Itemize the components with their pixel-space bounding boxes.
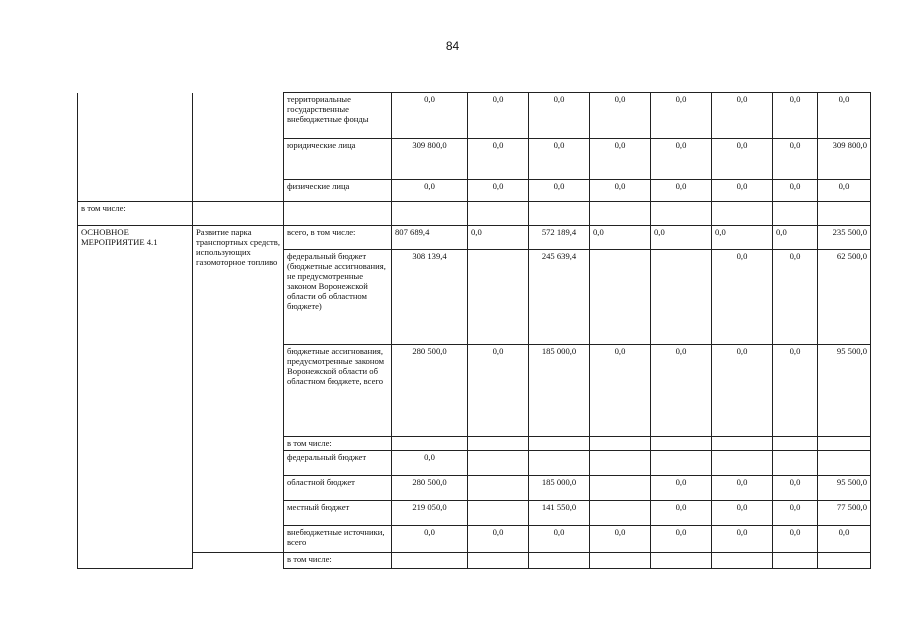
empty-cell xyxy=(651,202,712,226)
value-cell: 309 800,0 xyxy=(392,139,468,180)
value-cell: 95 500,0 xyxy=(818,476,871,501)
empty-cell xyxy=(590,202,651,226)
empty-cell xyxy=(193,202,284,226)
value-cell: 0,0 xyxy=(651,180,712,202)
empty-cell xyxy=(712,437,773,451)
value-cell: 141 550,0 xyxy=(529,501,590,526)
name-cell-empty xyxy=(193,93,284,202)
empty-cell xyxy=(651,437,712,451)
page-number: 84 xyxy=(445,39,460,53)
value-cell: 185 000,0 xyxy=(529,345,590,437)
empty-cell xyxy=(529,437,590,451)
value-cell: 0,0 xyxy=(712,180,773,202)
value-cell: 0,0 xyxy=(468,180,529,202)
value-cell: 0,0 xyxy=(712,226,773,250)
source-label: местный бюджет xyxy=(284,501,392,526)
value-cell: 0,0 xyxy=(651,501,712,526)
value-cell: 0,0 xyxy=(818,180,871,202)
value-cell: 0,0 xyxy=(392,93,468,139)
value-cell: 0,0 xyxy=(529,93,590,139)
empty-cell xyxy=(529,451,590,476)
value-cell: 0,0 xyxy=(712,476,773,501)
value-cell: 0,0 xyxy=(529,180,590,202)
budget-table xyxy=(77,92,871,569)
source-label: федеральный бюджет (бюджетные ассигнования, не предусмотренные законом Воронежской области об областном бюджете) xyxy=(284,250,392,345)
value-cell: 572 189,4 xyxy=(529,226,590,250)
value-cell: 280 500,0 xyxy=(392,476,468,501)
value-cell: 245 639,4 xyxy=(529,250,590,345)
empty-cell xyxy=(773,202,818,226)
value-cell: 0,0 xyxy=(651,139,712,180)
measure-status: ОСНОВНОЕ МЕРОПРИЯТИЕ 4.1 xyxy=(78,226,193,569)
value-cell: 0,0 xyxy=(392,451,468,476)
value-cell: 0,0 xyxy=(773,226,818,250)
value-cell: 280 500,0 xyxy=(392,345,468,437)
value-cell: 807 689,4 xyxy=(392,226,468,250)
empty-cell xyxy=(468,451,529,476)
table-row xyxy=(78,553,871,569)
value-cell: 0,0 xyxy=(651,526,712,553)
value-cell: 185 000,0 xyxy=(529,476,590,501)
value-cell: 0,0 xyxy=(392,180,468,202)
value-cell: 0,0 xyxy=(773,345,818,437)
value-cell: 0,0 xyxy=(468,139,529,180)
value-cell: 0,0 xyxy=(590,180,651,202)
empty-cell xyxy=(712,202,773,226)
value-cell: 0,0 xyxy=(773,501,818,526)
value-cell: 0,0 xyxy=(590,526,651,553)
value-cell: 0,0 xyxy=(651,345,712,437)
source-label: в том числе: xyxy=(284,437,392,451)
value-cell: 0,0 xyxy=(773,250,818,345)
value-cell: 0,0 xyxy=(712,93,773,139)
value-cell: 0,0 xyxy=(712,501,773,526)
value-cell: 309 800,0 xyxy=(818,139,871,180)
value-cell: 219 050,0 xyxy=(392,501,468,526)
measure-name: Развитие парка транспортных средств, использующих газомоторное топливо xyxy=(193,226,284,553)
source-label: федеральный бюджет xyxy=(284,451,392,476)
empty-cell xyxy=(818,451,871,476)
value-cell: 0,0 xyxy=(773,526,818,553)
value-cell: 308 139,4 xyxy=(392,250,468,345)
empty-cell xyxy=(468,202,529,226)
empty-cell xyxy=(529,553,590,569)
gap-cell xyxy=(193,553,284,569)
empty-cell xyxy=(590,451,651,476)
empty-cell xyxy=(712,553,773,569)
source-label: бюджетные ассигнования, предусмотренные законом Воронежской области об областном бюджете, всего xyxy=(284,345,392,437)
empty-cell xyxy=(651,451,712,476)
section-label: в том числе: xyxy=(78,202,193,226)
empty-cell xyxy=(818,202,871,226)
empty-cell xyxy=(529,202,590,226)
value-cell: 0,0 xyxy=(773,180,818,202)
value-cell: 62 500,0 xyxy=(818,250,871,345)
value-cell: 0,0 xyxy=(392,526,468,553)
empty-cell xyxy=(392,553,468,569)
value-cell: 0,0 xyxy=(590,139,651,180)
table-row xyxy=(78,202,871,226)
source-label: в том числе: xyxy=(284,553,392,569)
table-row xyxy=(78,226,871,250)
empty-cell xyxy=(392,202,468,226)
empty-cell xyxy=(284,202,392,226)
empty-cell xyxy=(468,501,529,526)
value-cell: 0,0 xyxy=(651,226,712,250)
value-cell xyxy=(590,250,651,345)
value-cell: 0,0 xyxy=(468,226,529,250)
empty-cell xyxy=(773,437,818,451)
source-label: областной бюджет xyxy=(284,476,392,501)
value-cell: 0,0 xyxy=(712,526,773,553)
empty-cell xyxy=(468,553,529,569)
value-cell: 0,0 xyxy=(590,345,651,437)
value-cell: 0,0 xyxy=(468,526,529,553)
value-cell: 0,0 xyxy=(773,139,818,180)
source-label: внебюджетные источники, всего xyxy=(284,526,392,553)
status-cell-empty xyxy=(78,93,193,202)
source-label: всего, в том числе: xyxy=(284,226,392,250)
empty-cell xyxy=(590,476,651,501)
value-cell: 0,0 xyxy=(468,345,529,437)
empty-cell xyxy=(590,501,651,526)
value-cell: 0,0 xyxy=(468,93,529,139)
value-cell: 0,0 xyxy=(818,526,871,553)
empty-cell xyxy=(468,476,529,501)
value-cell: 0,0 xyxy=(651,476,712,501)
source-label: физические лица xyxy=(284,180,392,202)
empty-cell xyxy=(468,437,529,451)
empty-cell xyxy=(818,553,871,569)
value-cell: 95 500,0 xyxy=(818,345,871,437)
empty-cell xyxy=(651,553,712,569)
empty-cell xyxy=(818,437,871,451)
value-cell: 0,0 xyxy=(818,93,871,139)
empty-cell xyxy=(712,451,773,476)
value-cell: 235 500,0 xyxy=(818,226,871,250)
value-cell xyxy=(468,250,529,345)
empty-cell xyxy=(590,553,651,569)
value-cell: 0,0 xyxy=(590,93,651,139)
value-cell: 0,0 xyxy=(529,526,590,553)
value-cell: 0,0 xyxy=(529,139,590,180)
empty-cell xyxy=(773,553,818,569)
value-cell: 0,0 xyxy=(712,139,773,180)
source-label: территориальные государственные внебюджетные фонды xyxy=(284,93,392,139)
table-row xyxy=(78,93,871,139)
value-cell: 0,0 xyxy=(773,93,818,139)
empty-cell xyxy=(392,437,468,451)
value-cell: 0,0 xyxy=(712,250,773,345)
empty-cell xyxy=(590,437,651,451)
value-cell xyxy=(651,250,712,345)
value-cell: 77 500,0 xyxy=(818,501,871,526)
value-cell: 0,0 xyxy=(712,345,773,437)
value-cell: 0,0 xyxy=(590,226,651,250)
source-label: юридические лица xyxy=(284,139,392,180)
value-cell: 0,0 xyxy=(651,93,712,139)
value-cell: 0,0 xyxy=(773,476,818,501)
empty-cell xyxy=(773,451,818,476)
